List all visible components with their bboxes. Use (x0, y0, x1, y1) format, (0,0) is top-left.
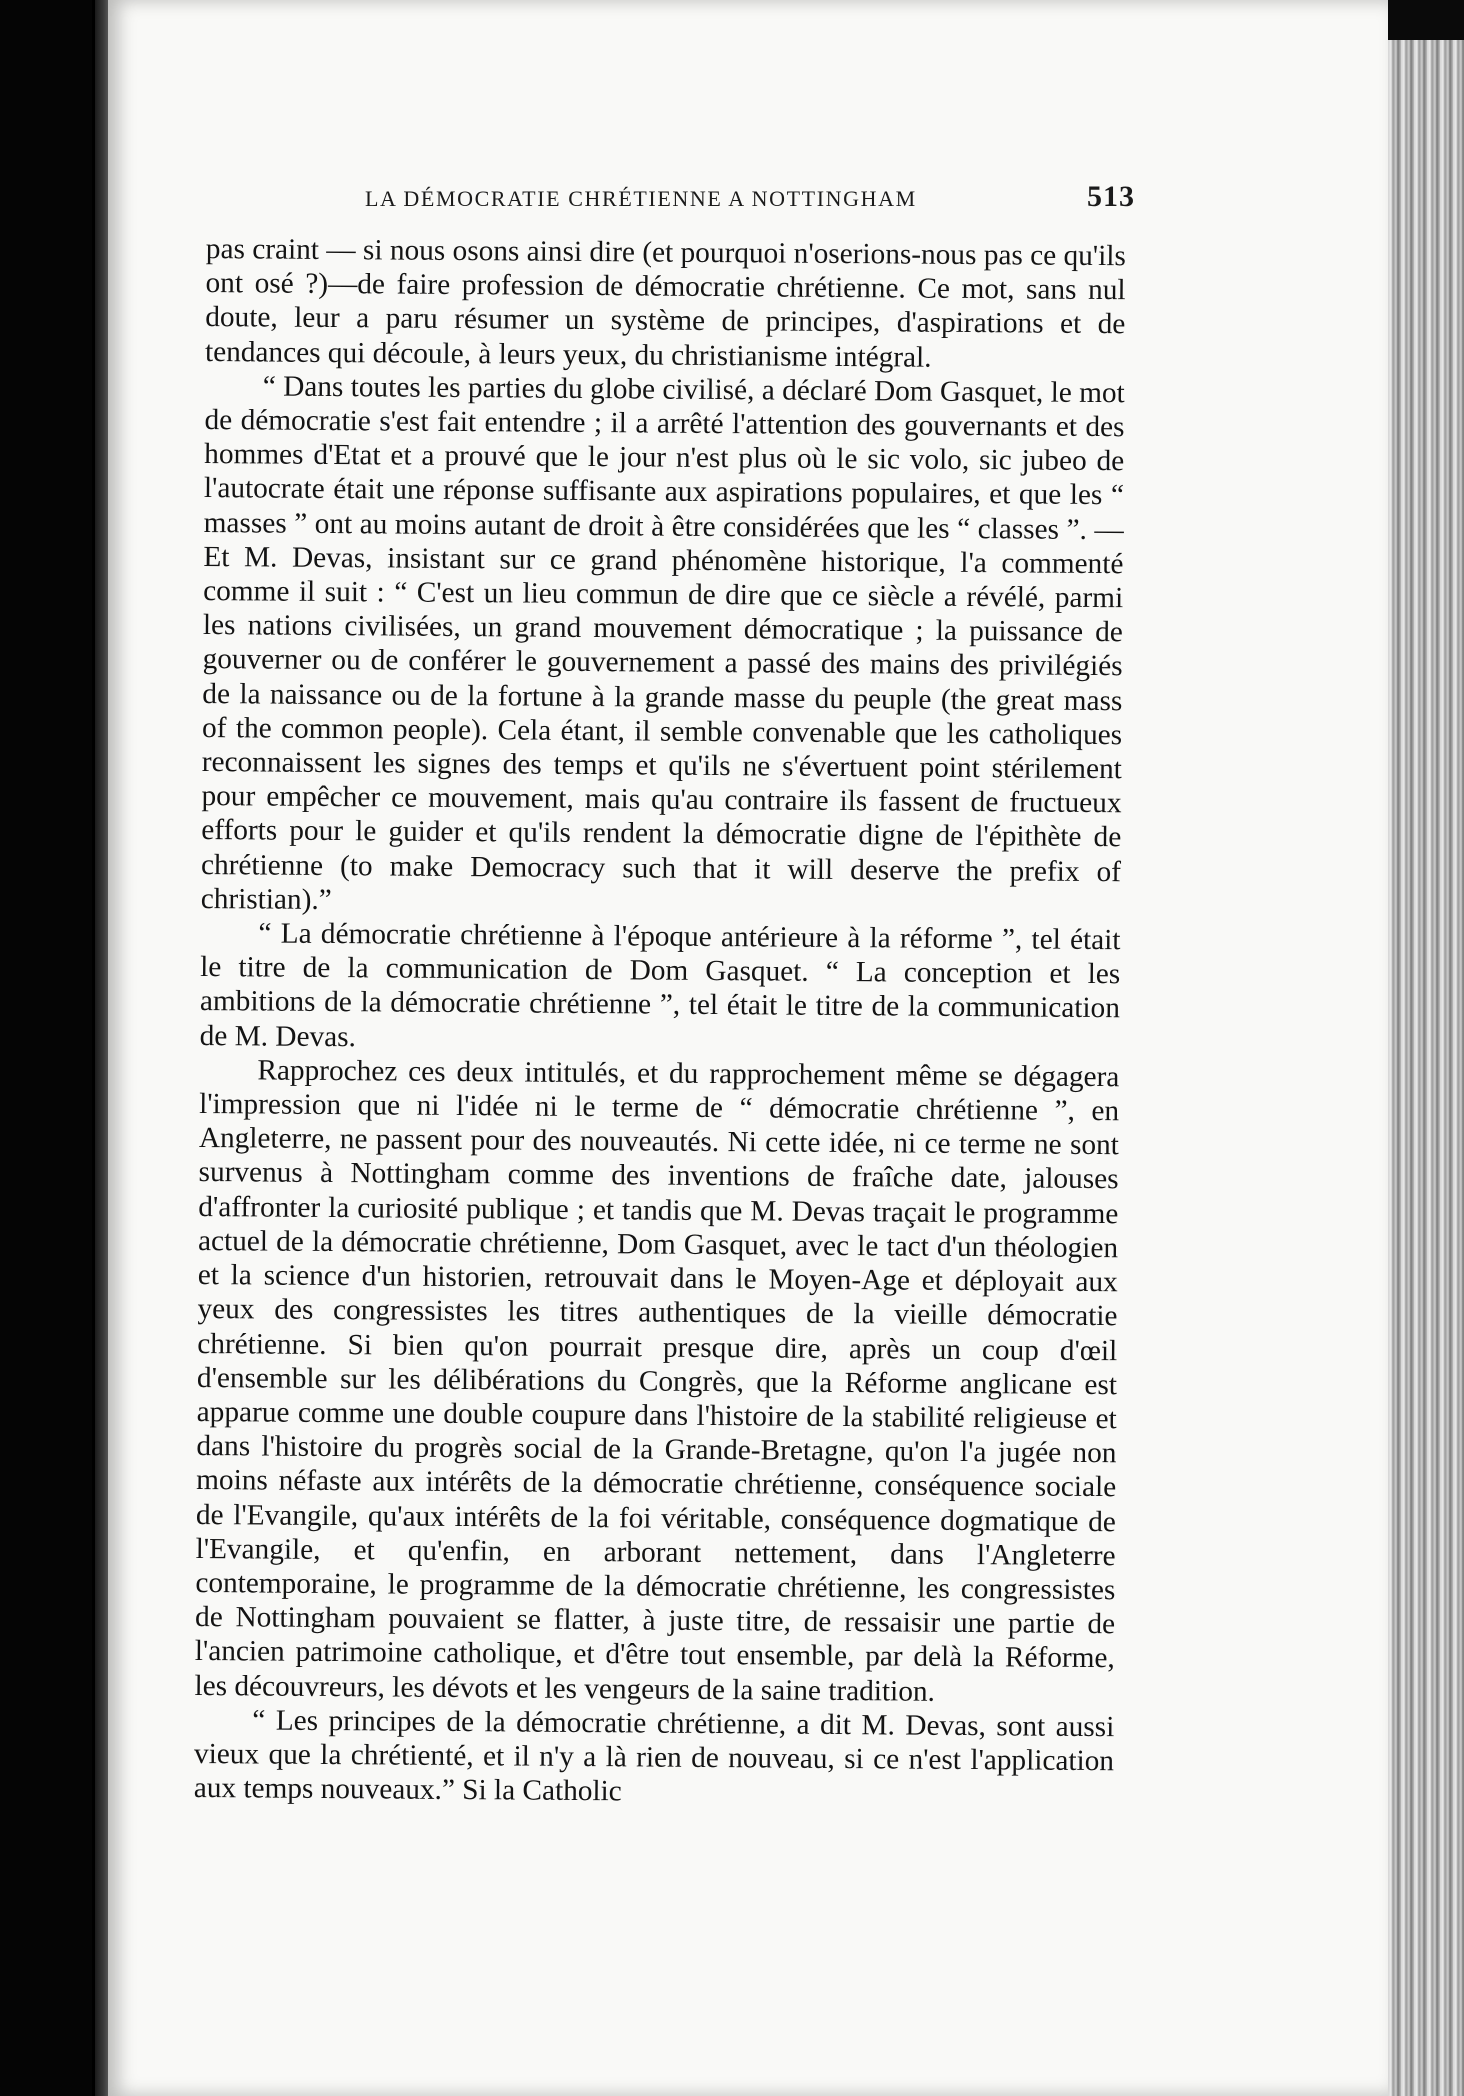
paragraph-communications: “ La démocratie chrétienne à l'époque antérieure à la réforme ”, tel était le titre de la communication de Dom Gasquet. “ La conception et les ambitions de la démocratie chrétienne ”, tel était le titre de la communication de M. Devas. (199, 917, 1121, 1053)
page-number: 513 (1087, 180, 1135, 213)
running-title: LA DÉMOCRATIE CHRÉTIENNE A NOTTINGHAM (365, 186, 917, 211)
body-text (194, 232, 1126, 1813)
scan-left-border (0, 0, 92, 2096)
book-gutter (95, 0, 109, 2096)
page-header (360, 180, 1140, 236)
page-edges (1388, 40, 1464, 2096)
paragraph-rapprochez: Rapprochez ces deux intitulés, et du rapprochement même se dégagera l'impression que ni l'idée ni le terme de “ démocratie chrétienne ”, en Angleterre, ne passent pour des nouveautés. Ni cette idée, ni ce terme ne sont survenus à Nottingham comme des inventions de fraîche date, jalouses d'affronter la curiosité publique ; et tandis que M. Devas traçait le programme actuel de la démocratie chrétienne, Dom Gasquet, avec le tact d'un théologien et la science d'un historien, retrouvait dans le Moyen-Age et déployait aux yeux des congressistes les titres authentiques de la vieille démocratie chrétienne. Si bien qu'on pourrait presque dire, après un coup d'œil d'ensemble sur les délibérations du Congrès, que la Réforme anglicane est apparue comme une double coupure dans l'histoire de la stabilité religieuse et dans l'histoire du progrès social de la Grande-Bretagne, qu'on l'a jugée non moins néfaste aux intérêts de la démocratie chrétienne, conséquence sociale de l'Evangile, qu'aux intérêts de la foi véritable, conséquence dogmatique de l'Evangile, et qu'enfin, en arborant nettement, dans l'Angleterre contemporaine, le programme de la démocratie chrétienne, les congressistes de Nottingham pouvaient se flatter, à juste titre, de ressaisir une partie de l'ancien patrimoine catholique, et d'être tout ensemble, par delà la Réforme, les découvreurs, les dévots et les vengeurs de la saine tradition. (194, 1054, 1120, 1708)
paragraph-gasquet-quote: “ Dans toutes les parties du globe civilisé, a déclaré Dom Gasquet, le mot de démocratie s'est fait entendre ; il a arrêté l'attention des gouvernants et des hommes d'Etat et a prouvé que le jour n'est plus où le sic volo, sic jubeo de l'autocrate était une réponse suffisante aux aspirations populaires, et que les “ masses ” ont au moins autant de droit à être considérées que les “ classes ”. — Et M. Devas, insistant sur ce grand phénomène historique, l'a commenté comme il suit : “ C'est un lieu commun de dire que ce siècle a révélé, parmi les nations civilisées, un grand mouvement démocratique ; la puissance de gouverner ou de conférer le gouvernement a passé des mains des privilégiés de la naissance ou de la fortune à la grande masse du peuple (the great mass of the common people). Cela étant, il semble convenable que les catholiques reconnaissent les signes des temps et qu'ils ne s'évertuent point stérilement pour empêcher ce mouvement, mais qu'au contraire ils fassent de fructueux efforts pour le guider et qu'ils rendent la démocratie digne de l'épithète de chrétienne (to make Democracy such that it will deserve the prefix of christian).” (200, 370, 1125, 916)
paragraph-devas-principes: “ Les principes de la démocratie chrétienne, a dit M. Devas, sont aussi vieux que la chrétienté, et il n'y a là rien de nouveau, si ce n'est l'application aux temps nouveaux.” Si la Catholic (193, 1704, 1115, 1808)
page-edges-shadow (1388, 0, 1464, 40)
paragraph-continuation: pas craint — si nous osons ainsi dire (et pourquoi n'oserions-nous pas ce qu'ils ont osé ?)—de faire profession de démocratie chrétienne. Ce mot, sans nul doute, leur a paru résumer un système de principes, d'aspirations et de tendances qui découle, à leurs yeux, du christianisme intégral. (204, 232, 1126, 374)
